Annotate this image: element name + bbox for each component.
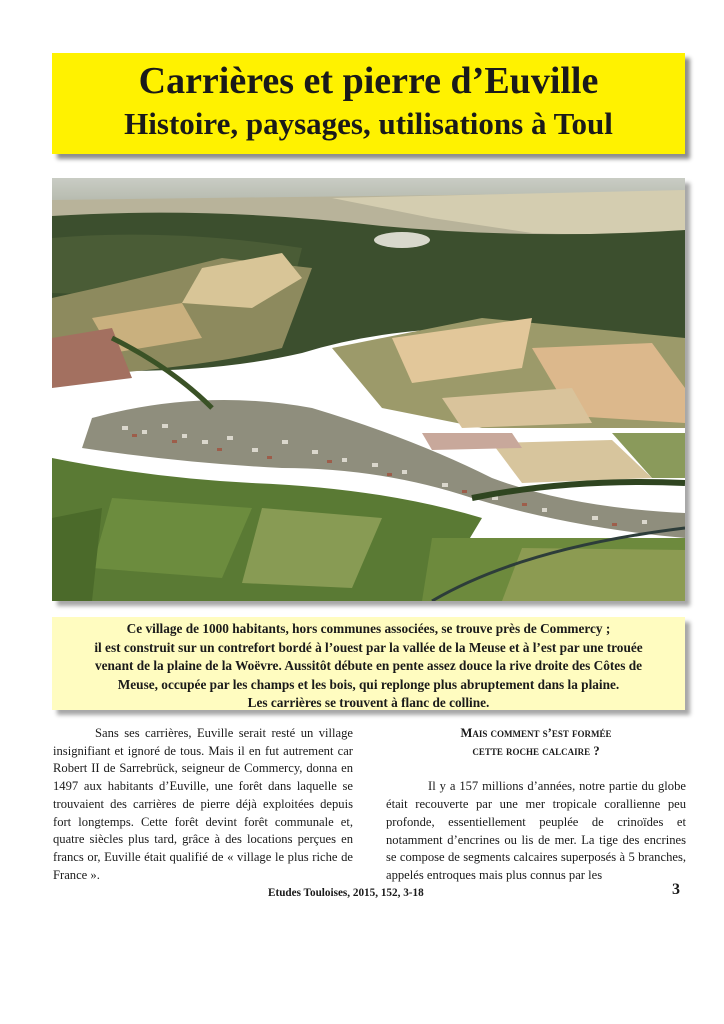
section-heading-line: cette roche calcaire ? bbox=[472, 743, 600, 758]
section-heading bbox=[386, 725, 686, 760]
left-column bbox=[53, 725, 353, 884]
right-column bbox=[386, 725, 686, 885]
body-paragraph: Sans ses carrières, Euville serait resté un village insignifiant et ignoré de tous. Mais il en fut autrement car Robert II de Sarrebrück, seigneur de Commercy, donna en 1497 aux habitants d’Euville, une forêt dans laquelle se trouvaient des carrières de pierre déjà exploitées depuis fort longtemps. Cette forêt devint forêt communale et, quatre siècles plus tard, grâce à des locations perçues en francs or, Euville était qualifié de « village le plus riche de France ». bbox=[53, 726, 353, 882]
aerial-landscape-illustration bbox=[52, 178, 685, 601]
page-number: 3 bbox=[672, 881, 680, 898]
page-subtitle: Histoire, paysages, utilisations à Toul bbox=[124, 106, 613, 141]
caption-line: Meuse, occupée par les champs et les bois, qui replonge plus abruptement dans la plaine. bbox=[117, 676, 620, 692]
caption-line: Les carrières se trouvent à flanc de colline. bbox=[247, 695, 490, 711]
caption-line: Ce village de 1000 habitants, hors communes associées, se trouve près de Commercy ; bbox=[126, 621, 611, 636]
aerial-photo bbox=[52, 178, 685, 601]
journal-citation: Etudes Touloises, 2015, 152, 3-18 bbox=[268, 887, 424, 899]
title-banner bbox=[52, 53, 685, 154]
section-heading-line: Mais comment s’est formée bbox=[460, 726, 612, 740]
caption-line: il est construit sur un contrefort bordé à l’ouest par la vallée de la Meuse et à l’est par une trouée bbox=[94, 639, 643, 655]
body-paragraph: Il y a 157 millions d’années, notre partie du globe était recouverte par une mer tropicale corallienne peu profonde, essentiellement peuplée de crinoïdes et notamment d’encrines ou lis de mer. La tige des encrines se compose de segments calcaires superposés à 5 branches, appelés entroques mais plus connus par les bbox=[386, 779, 686, 882]
page-title: Carrières et pierre d’Euville bbox=[138, 60, 599, 102]
caption-line: venant de la plaine de la Woëvre. Aussitôt débute en pente assez douce la rive droite des Côtes de bbox=[94, 658, 642, 674]
photo-caption bbox=[52, 617, 685, 710]
